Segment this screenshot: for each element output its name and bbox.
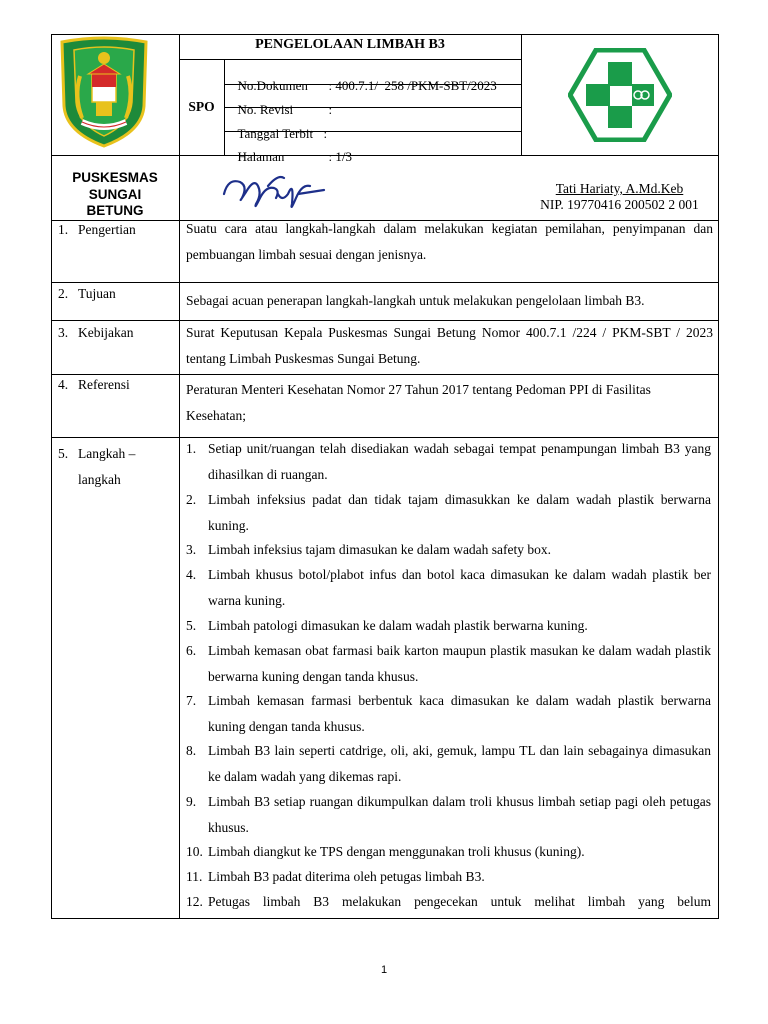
step-item	[186, 839, 711, 865]
step-text: Petugas limbah B3 melakukan pengecekan untuk melihat limbah yang belum	[208, 894, 711, 909]
step-text: Limbah kemasan obat farmasi baik karton maupun plastik masukan ke dalam wadah plastik berwarna kuning dengan tanda khusus.	[208, 643, 711, 684]
step-number: 8.	[186, 743, 197, 758]
signer-name: Tati Hariaty, A.Md.Keb	[555, 181, 684, 196]
signature-icon	[218, 164, 338, 216]
step-number: 2.	[186, 492, 197, 507]
step-number: 9.	[186, 794, 197, 809]
meta-label: No. Revisi	[237, 102, 294, 117]
step-text: Limbah diangkut ke TPS dengan menggunakan troli khusus (kuning).	[208, 844, 585, 859]
section-title: Kebijakan	[78, 325, 134, 340]
step-number: 3.	[186, 542, 197, 557]
section-text-referensi: Peraturan Menteri Kesehatan Nomor 27 Tahun 2017 tentang Pedoman PPI di Fasilitas Kesehatan;	[186, 382, 651, 423]
step-item	[186, 688, 711, 739]
step-text: Limbah infeksius padat dan tidak tajam dimasukkan ke dalam wadah plastik berwarna kuning.	[208, 492, 711, 533]
section-text-pengertian: Suatu cara atau langkah-langkah dalam melakukan kegiatan pemilahan, penyimpanan dan pembuangan limbah sesuai dengan jenisnya.	[186, 221, 713, 262]
org-name-line: BETUNG	[86, 203, 144, 218]
section-number: 3.	[58, 325, 69, 340]
step-text: Limbah B3 padat diterima oleh petugas limbah B3.	[208, 869, 485, 884]
section-label-referensi	[58, 377, 130, 393]
step-number: 6.	[186, 643, 197, 658]
step-item	[186, 537, 711, 563]
spo-label: SPO	[188, 99, 215, 114]
meta-label: Halaman	[237, 149, 285, 164]
step-number: 10.	[186, 844, 203, 859]
step-text: Limbah B3 lain seperti catdrige, oli, aki, gemuk, lampu TL dan lain sebagainya dimasukan ke dalam wadah yang dikemas rapi.	[208, 743, 711, 784]
step-text: Limbah khusus botol/plabot infus dan botol kaca dimasukan ke dalam wadah plastik ber warna kuning.	[208, 567, 711, 608]
step-number: 11.	[186, 869, 203, 884]
meta-value: :	[323, 126, 328, 141]
step-text: Limbah patologi dimasukan ke dalam wadah plastik berwarna kuning.	[208, 618, 588, 633]
step-text: Limbah B3 setiap ruangan dikumpulkan dalam troli khusus limbah setiap pagi oleh petugas khusus.	[208, 794, 711, 835]
section-number: 1.	[58, 222, 69, 237]
signer-nip: NIP. 19770416 200502 2 001	[540, 197, 699, 212]
section-title: Tujuan	[78, 286, 116, 301]
step-item	[186, 789, 711, 840]
step-item	[186, 889, 711, 915]
section-number: 4.	[58, 377, 69, 392]
org-name	[51, 170, 179, 220]
section-text-kebijakan: Surat Keputusan Kepala Puskesmas Sungai Betung Nomor 400.7.1 /224 / PKM-SBT / 2023 tentang Limbah Puskesmas Sungai Betung.	[186, 325, 713, 366]
step-number: 1.	[186, 441, 197, 456]
regency-emblem-icon	[58, 36, 150, 150]
section-label-langkah	[58, 441, 135, 492]
step-text: Limbah infeksius tajam dimasukan ke dalam wadah safety box.	[208, 542, 552, 557]
step-number: 7.	[186, 693, 197, 708]
section-number: 5.	[58, 446, 69, 461]
step-item	[186, 436, 711, 487]
section-text-tujuan: Sebagai acuan penerapan langkah-langkah untuk melakukan pengelolaan limbah B3.	[186, 293, 645, 308]
section-title: Langkah –	[78, 446, 136, 461]
document-title: PENGELOLAAN LIMBAH B3	[255, 37, 445, 52]
step-number: 5.	[186, 618, 197, 633]
org-name-line: SUNGAI	[88, 186, 142, 202]
step-item	[186, 738, 711, 789]
step-text: Setiap unit/ruangan telah disediakan wadah sebagai tempat penampungan limbah B3 yang dihasilkan di ruangan.	[208, 441, 711, 482]
section-title: Referensi	[78, 377, 130, 392]
puskesmas-logo-icon	[568, 48, 672, 142]
meta-label: No.Dokumen	[237, 78, 308, 93]
meta-value: :	[328, 102, 333, 117]
meta-value: : 400.7.1/ 258 /PKM-SBT/2023	[328, 78, 497, 93]
meta-label: Tanggal Terbit	[237, 126, 314, 141]
section-label-pengertian	[58, 222, 136, 238]
step-number: 4.	[186, 567, 197, 582]
section-title: Pengertian	[78, 222, 136, 237]
section-title-cont: langkah	[78, 471, 121, 487]
section-number: 2.	[58, 286, 69, 301]
step-item	[186, 864, 711, 890]
page-number: 1	[380, 964, 388, 976]
meta-halaman	[231, 133, 352, 165]
org-name-line: PUSKESMAS	[72, 170, 158, 185]
step-item	[186, 638, 711, 689]
step-item	[186, 613, 711, 639]
meta-value: : 1/3	[328, 149, 352, 164]
step-item	[186, 487, 711, 538]
step-number: 12.	[186, 894, 203, 909]
step-text: Limbah kemasan farmasi berbentuk kaca dimasukan ke dalam wadah plastik berwarna kuning dengan tanda khusus.	[208, 693, 711, 734]
step-item	[186, 562, 711, 613]
section-label-kebijakan	[58, 325, 133, 341]
section-label-tujuan	[58, 286, 116, 302]
